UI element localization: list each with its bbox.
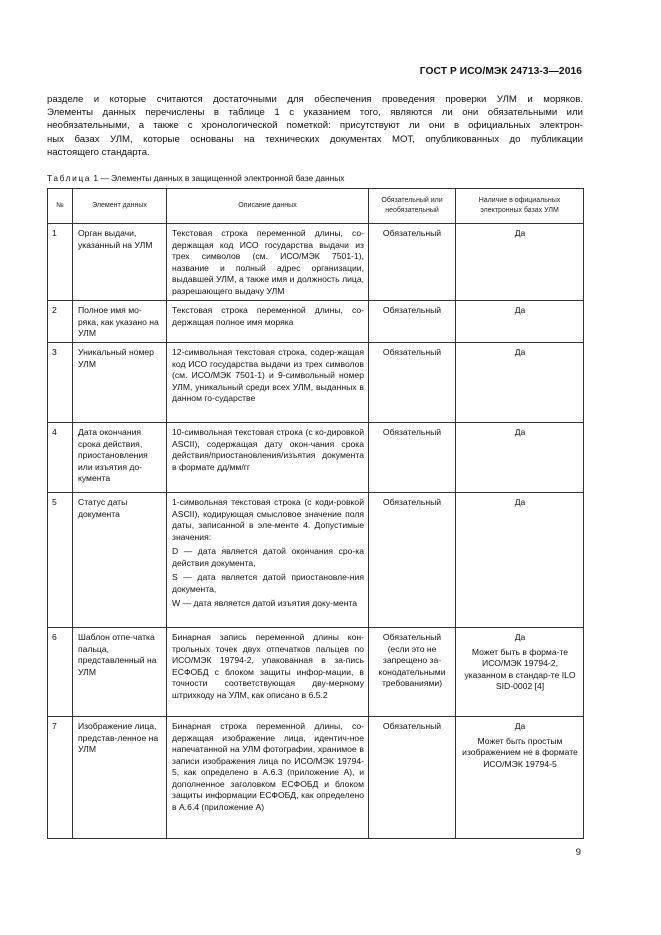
table-row <box>48 493 584 628</box>
presence-text: Может быть простым изображением не в формате ИСО/МЭК 19794-5 <box>462 735 578 769</box>
row-number: 2 <box>48 301 73 343</box>
row-number: 5 <box>48 493 73 628</box>
header-presence: Наличие в официальных электронных базах УЛМ <box>456 189 584 224</box>
presence-text: Да <box>514 427 526 437</box>
row-description <box>167 301 369 343</box>
description-paragraph: 10-символьная текстовая строка (с ко-дировкой ASCII), содержащая дату окон-чания срока действия/приостановления/изъятия документа в формате дд/мм/гг <box>172 427 364 472</box>
presence-text: Да <box>514 228 526 238</box>
description-paragraph: W — дата является датой изъятия доку-мента <box>172 598 358 608</box>
row-element-name: Уникальный номер УЛМ <box>73 343 167 423</box>
intro-line: настоящего стандарта. <box>47 146 150 158</box>
row-required: Обязательный <box>369 301 456 343</box>
table-row <box>48 717 584 839</box>
header-num: № <box>48 189 73 224</box>
description-paragraph: Текстовая строка переменной длины, со-держащая полное имя моряка <box>172 305 364 327</box>
row-element-name: Дата окончания срока действия, приостановления или изъятия до-кумента <box>73 423 167 493</box>
description-paragraph: Бинарная строка переменной длины, со-держащая изображение лица, идентич-ное напечатанной на УЛМ фотографии, хранимое в записи изображения лица по ИСО/МЭК 19794-5, как определено в А.6.3 (приложение А), и дополненное заголовком ЕСФОБД и блоком защиты информации ЕСФОБД, как определено в А.6.4 (приложение А) <box>172 721 364 812</box>
description-paragraph: 12-символьная текстовая строка, содер-жащая код ИСО государства выдачи из трех символов (см. ИСО/МЭК 7501-1) и 9-символьный номер УЛМ, уникальный среди всех УЛМ, выданных в данном го-сударстве <box>172 347 364 403</box>
table-body <box>48 224 584 839</box>
header-description: Описание данных <box>167 189 369 224</box>
row-number: 7 <box>48 717 73 839</box>
table-caption-prefix: Таблица <box>47 173 92 183</box>
description-paragraph: Бинарная запись переменной длины кон-трольных точек двух отпечатков пальцев по ИСО/МЭК 19794-2, упакованная в за-пись ЕСФОБД с блоком защиты инфор-мации, в точности соответствующая дву-мерному штрихкоду на УЛМ, как описано в 6.5.2 <box>172 632 364 700</box>
table-caption-text: 1 — Элементы данных в защищенной электронной базе данных <box>91 173 345 183</box>
row-description <box>167 717 369 839</box>
row-required: Обязательный <box>369 224 456 301</box>
row-presence <box>456 224 584 301</box>
description-paragraph: S — дата является датой приостановле-ния документа, <box>172 572 364 594</box>
row-required: Обязательный <box>369 493 456 628</box>
description-paragraph: 1-символьная текстовая строка (с коди-ровкой ASCII), кодирующая смысловое значение поля даты, записанной в эле-менте 4. Допустимые значения: <box>172 497 364 542</box>
row-description <box>167 628 369 717</box>
description-paragraph: D — дата является датой окончания сро-ка действия документа, <box>172 546 364 568</box>
row-element-name: Орган выдачи, указанный на УЛМ <box>73 224 167 301</box>
row-description <box>167 343 369 423</box>
presence-text: Может быть в форма-те ИСО/МЭК 19794-2, указанном в стандар-те ILO SID-0002 [4] <box>464 646 576 691</box>
intro-line: разделе и которые считаются достаточными для обеспечения проведения проверки УЛМ и моряков. <box>47 94 583 105</box>
row-presence <box>456 301 584 343</box>
presence-text: Да <box>514 305 526 315</box>
row-description <box>167 224 369 301</box>
row-element-name: Шаблон отпе-чатка пальца, представленный на УЛМ <box>73 628 167 717</box>
header-required: Обязательный или необязательный <box>369 189 456 224</box>
row-element-name: Полное имя мо-ряка, как указано на УЛМ <box>73 301 167 343</box>
row-presence <box>456 628 584 717</box>
data-elements-table <box>47 188 584 839</box>
row-presence <box>456 343 584 423</box>
row-description <box>167 423 369 493</box>
table-row <box>48 301 584 343</box>
presence-text: Да <box>514 721 526 731</box>
presence-text: Да <box>514 632 526 642</box>
row-number: 6 <box>48 628 73 717</box>
row-required: Обязательный <box>369 717 456 839</box>
row-element-name: Изображение лица, представ-ленное на УЛМ <box>73 717 167 839</box>
row-number: 3 <box>48 343 73 423</box>
table-row <box>48 423 584 493</box>
table-row <box>48 224 584 301</box>
presence-text: Да <box>514 347 526 357</box>
standard-header: ГОСТ Р ИСО/МЭК 24713-3—2016 <box>419 66 582 77</box>
intro-line: ных базах УЛМ, которые основаны на технических документах МОТ, опубликованных до публикации <box>47 133 583 145</box>
intro-line: Элементы данных перечислены в таблице 1 с указанием того, являются ли они обязательными или <box>47 107 583 119</box>
description-paragraph: Текстовая строка переменной длины, со-держащая код ИСО государства выдачи из трех символов (см. ИСО/МЭК 7501-1), название и полный адрес организации, выдавшей УЛМ, а также имя и должность лица, разрешающего выдачу УЛМ <box>172 228 364 296</box>
row-number: 1 <box>48 224 73 301</box>
table-caption <box>47 173 344 183</box>
row-presence <box>456 717 584 839</box>
row-number: 4 <box>48 423 73 493</box>
intro-paragraph <box>47 93 583 159</box>
row-required: Обязательный <box>369 423 456 493</box>
page-number: 9 <box>575 847 581 858</box>
row-required: Обязательный <box>369 343 456 423</box>
row-description <box>167 493 369 628</box>
row-presence <box>456 423 584 493</box>
header-element: Элемент данных <box>73 189 167 224</box>
table-row <box>48 628 584 717</box>
intro-line: необязательными, а также с хронологической пометкой: присутствуют ли они в официальных электрон- <box>47 120 583 132</box>
row-required: Обязательный (если это не запрещено за-конодательными требованиями) <box>369 628 456 717</box>
row-element-name: Статус даты документа <box>73 493 167 628</box>
row-presence <box>456 493 584 628</box>
table-row <box>48 343 584 423</box>
table-header-row <box>48 189 584 224</box>
presence-text: Да <box>514 497 526 507</box>
